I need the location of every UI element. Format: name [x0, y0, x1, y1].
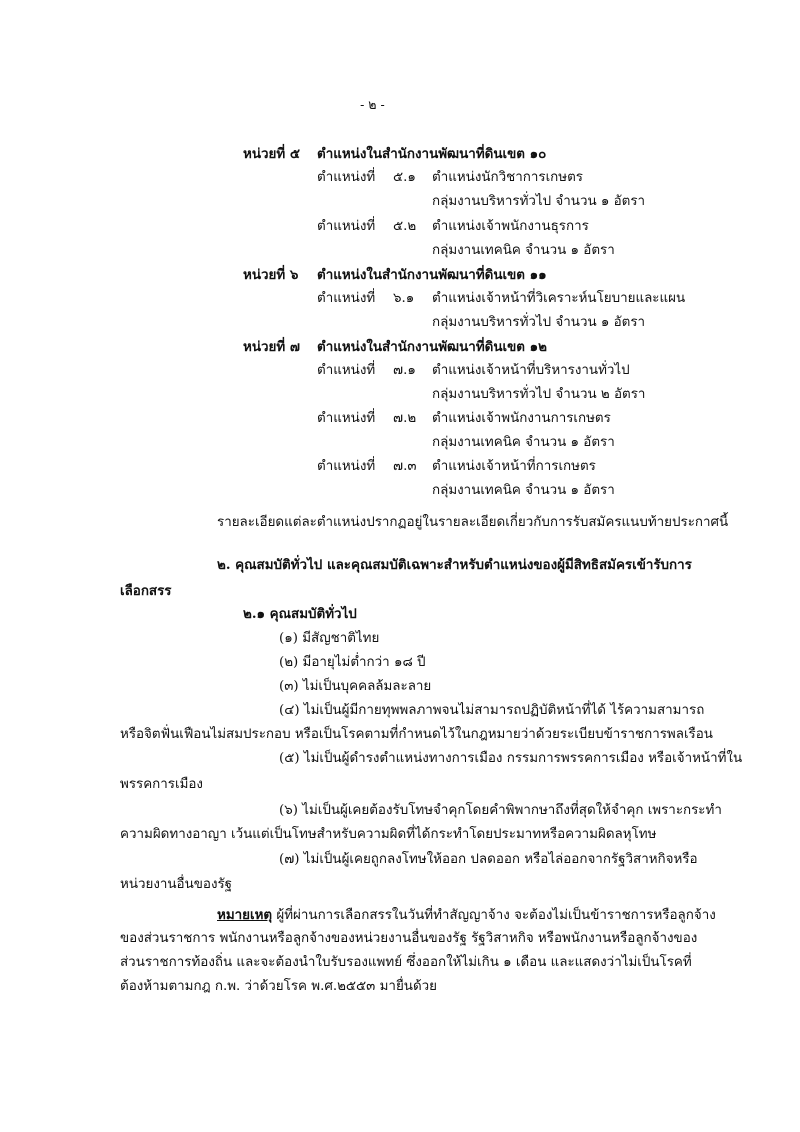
qualification-item: (๔) ไม่เป็นผู้มีกายทุพพลภาพจนไม่สามารถปฏิบัติหน้าที่ได้ ไร้ความสามารถ	[279, 703, 705, 718]
remark-line: ของส่วนราชการ พนักงานหรือลูกจ้างของหน่วยงานอื่นของรัฐ รัฐวิสาหกิจ หรือพนักงานหรือลูกจ้างของ	[120, 931, 698, 946]
unit-5-title: ตำแหน่งในสำนักงานพัฒนาที่ดินเขต ๑๐	[317, 146, 547, 162]
position-name: ตำแหน่งเจ้าหน้าที่บริหารงานทั่วไป	[432, 363, 630, 378]
remark-label: หมายเหตุ	[217, 907, 273, 923]
position-name: ตำแหน่งเจ้าหน้าที่การเกษตร	[432, 459, 596, 474]
position-number: ๕.๒	[393, 219, 417, 234]
qualification-item: (๒) มีอายุไม่ต่ำกว่า ๑๘ ปี	[279, 655, 426, 670]
position-label: ตำแหน่งที่	[317, 170, 376, 185]
qualification-item: (๗) ไม่เป็นผู้เคยถูกลงโทษให้ออก ปลดออก หรือไล่ออกจากรัฐวิสาหกิจหรือ	[279, 852, 698, 867]
remark-line	[217, 906, 716, 925]
position-name: ตำแหน่งเจ้าพนักงานการเกษตร	[432, 411, 611, 426]
qualification-item: (๓) ไม่เป็นบุคคลล้มละลาย	[279, 679, 432, 694]
position-detail: กลุ่มงานบริหารทั่วไป จำนวน ๒ อัตรา	[432, 387, 646, 402]
position-name: ตำแหน่งเจ้าพนักงานธุรการ	[432, 219, 589, 234]
unit-6-title: ตำแหน่งในสำนักงานพัฒนาที่ดินเขต ๑๑	[317, 267, 547, 283]
position-name: ตำแหน่งเจ้าหน้าที่วิเคราะห์นโยบายและแผน	[432, 291, 686, 306]
position-detail: กลุ่มงานบริหารทั่วไป จำนวน ๑ อัตรา	[432, 194, 646, 209]
section-2-1-heading: ๒.๑ คุณสมบัติทั่วไป	[243, 606, 357, 622]
qualification-item-cont: หรือจิตฟั่นเฟือนไม่สมประกอบ หรือเป็นโรคตามที่กำหนดไว้ในกฎหมายว่าด้วยระเบียบข้าราชการพลเรือน	[120, 727, 713, 742]
position-label: ตำแหน่งที่	[317, 411, 376, 426]
position-name: ตำแหน่งนักวิชาการเกษตร	[432, 170, 583, 185]
details-note: รายละเอียดแต่ละตำแหน่งปรากฏอยู่ในรายละเอียดเกี่ยวกับการรับสมัครแนบท้ายประกาศนี้	[217, 515, 729, 530]
qualification-item: (๕) ไม่เป็นผู้ดำรงตำแหน่งทางการเมือง กรรมการพรรคการเมือง หรือเจ้าหน้าที่ใน	[279, 751, 743, 766]
position-detail: กลุ่มงานเทคนิค จำนวน ๑ อัตรา	[432, 435, 615, 450]
position-detail: กลุ่มงานเทคนิค จำนวน ๑ อัตรา	[432, 243, 615, 258]
unit-5-label: หน่วยที่ ๕	[243, 146, 300, 162]
page-number: - ๒ -	[360, 98, 385, 113]
section-2-heading: ๒. คุณสมบัติทั่วไป และคุณสมบัติเฉพาะสำหรับตำแหน่งของผู้มีสิทธิสมัครเข้ารับการ	[217, 557, 692, 573]
qualification-item: (๖) ไม่เป็นผู้เคยต้องรับโทษจำคุกโดยคำพิพากษาถึงที่สุดให้จำคุก เพราะกระทำ	[279, 803, 722, 818]
position-number: ๗.๒	[393, 411, 417, 426]
qualification-item-cont: พรรคการเมือง	[120, 777, 203, 792]
qualification-item-cont: ความผิดทางอาญา เว้นแต่เป็นโทษสำหรับความผิดที่ได้กระทำโดยประมาทหรือความผิดลหุโทษ	[120, 827, 657, 842]
position-number: ๗.๑	[393, 363, 416, 378]
position-detail: กลุ่มงานเทคนิค จำนวน ๑ อัตรา	[432, 483, 615, 498]
position-detail: กลุ่มงานบริหารทั่วไป จำนวน ๑ อัตรา	[432, 315, 646, 330]
position-number: ๗.๓	[393, 459, 417, 474]
remark-text: ผู้ที่ผ่านการเลือกสรรในวันที่ทำสัญญาจ้าง จะต้องไม่เป็นข้าราชการหรือลูกจ้าง	[272, 908, 716, 923]
position-label: ตำแหน่งที่	[317, 219, 376, 234]
section-2-heading-cont: เลือกสรร	[120, 583, 172, 599]
remark-line: ส่วนราชการท้องถิ่น และจะต้องนำใบรับรองแพทย์ ซึ่งออกให้ไม่เกิน ๑ เดือน และแสดงว่าไม่เป็นโรคที่	[120, 955, 692, 970]
position-label: ตำแหน่งที่	[317, 459, 376, 474]
unit-7-title: ตำแหน่งในสำนักงานพัฒนาที่ดินเขต ๑๒	[317, 339, 547, 355]
position-label: ตำแหน่งที่	[317, 363, 376, 378]
qualification-item-cont: หน่วยงานอื่นของรัฐ	[120, 877, 233, 892]
remark-line: ต้องห้ามตามกฎ ก.พ. ว่าด้วยโรค พ.ศ.๒๕๕๓ มายื่นด้วย	[120, 979, 438, 994]
qualification-item: (๑) มีสัญชาติไทย	[279, 631, 380, 646]
position-number: ๖.๑	[393, 291, 415, 306]
unit-7-label: หน่วยที่ ๗	[243, 339, 300, 355]
position-label: ตำแหน่งที่	[317, 291, 376, 306]
unit-6-label: หน่วยที่ ๖	[243, 267, 299, 283]
position-number: ๕.๑	[393, 170, 416, 185]
